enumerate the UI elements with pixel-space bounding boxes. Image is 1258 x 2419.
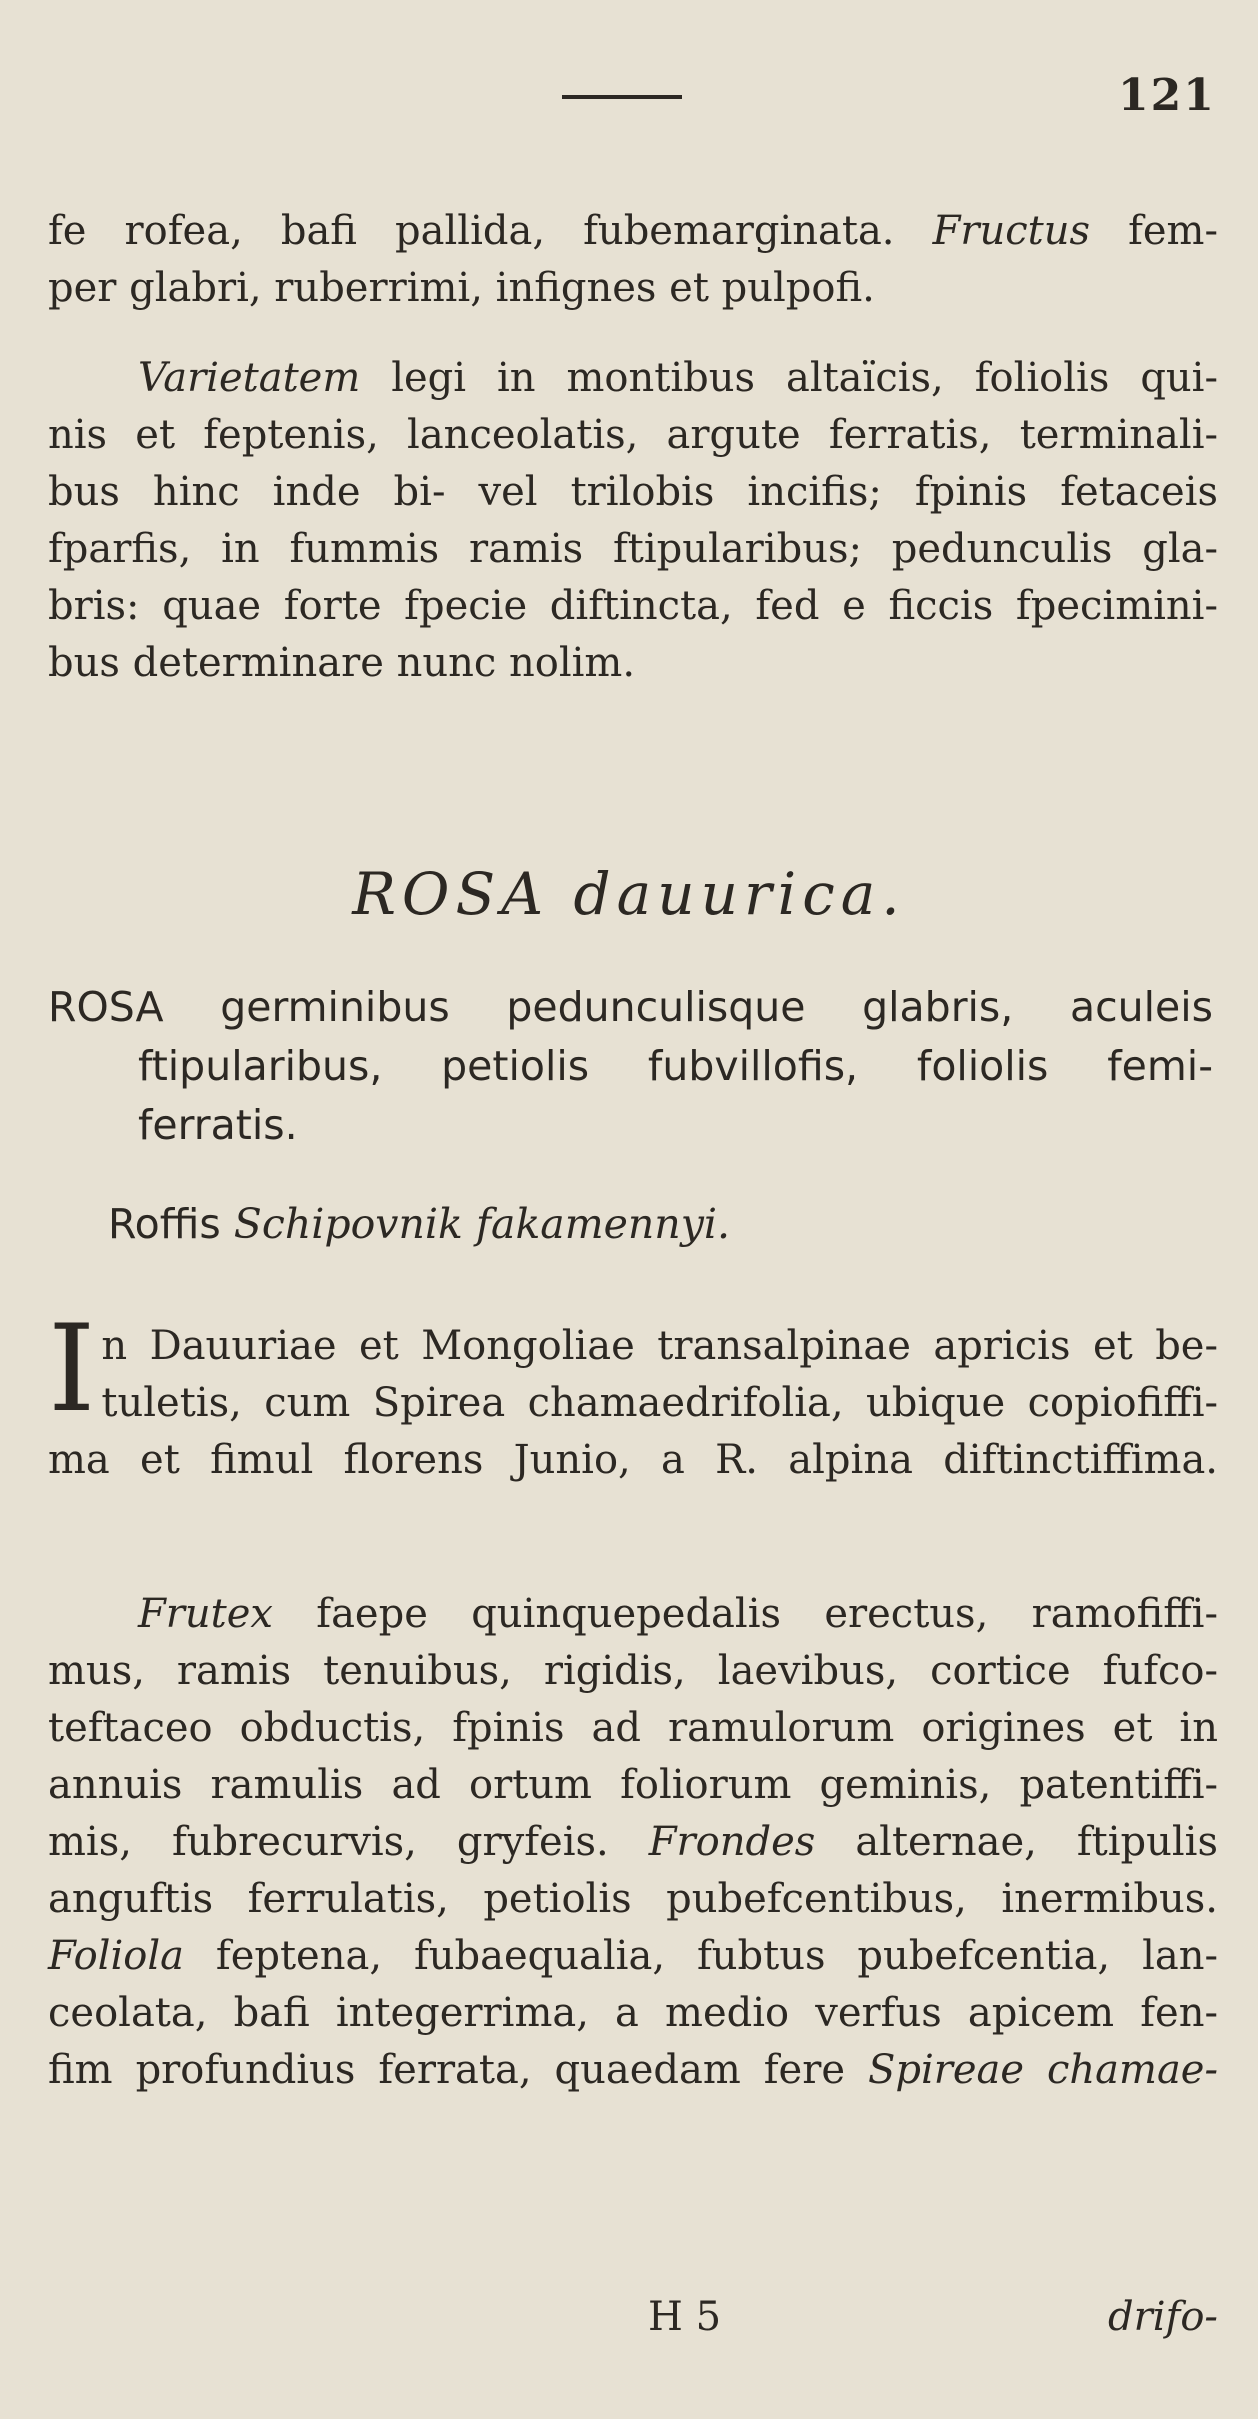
text-line: tuletis, cum Spirea chamaedrifolia, ubique copiofiffi- — [101, 1380, 1218, 1426]
text-line: ma et fimul florens Junio, a R. alpina diftinctiffima. — [48, 1437, 1218, 1483]
vernacular-name: Roffis Schipovnik fakamennyi. — [108, 1200, 731, 1248]
catchword: drifo- — [1108, 2294, 1218, 2340]
text-line: ferratis. — [138, 1101, 298, 1149]
paragraph-habitat — [48, 1300, 1218, 1489]
text-line: fe rofea, bafi pallida, fubemarginata. Fructus fem- — [48, 208, 1218, 254]
paragraph-fruit — [48, 203, 1218, 317]
signature-mark: H 5 — [648, 2294, 722, 2340]
text-line: fim profundius ferrata, quaedam fere Spireae chamae- — [48, 2047, 1218, 2093]
text-line: mis, fubrecurvis, gryfeis. Frondes alternae, ftipulis — [48, 1819, 1219, 1865]
text-line: mus, ramis tenuibus, rigidis, laevibus, cortice fufco- — [48, 1648, 1218, 1694]
page-number: 121 — [1118, 70, 1216, 121]
text-line: bris: quae forte fpecie diftincta, fed e ficcis fpecimini- — [48, 583, 1218, 629]
text-line: bus determinare nunc nolim. — [48, 640, 636, 686]
text-line: ftipularibus, petiolis fubvillofis, foliolis femi- — [138, 1042, 1213, 1090]
species-diagnosis — [48, 978, 1213, 1155]
text-line: Foliola feptena, fubaequalia, fubtus pubefcentia, lan- — [48, 1933, 1218, 1979]
species-title: ROSA dauurica. — [352, 860, 906, 928]
text-line: Varietatem legi in montibus altaïcis, foliolis qui- — [138, 355, 1218, 401]
text-line: per glabri, ruberrimi, infignes et pulpofi. — [48, 265, 875, 311]
text-line: ceolata, bafi integerrima, a medio verfus apicem fen- — [48, 1990, 1218, 2036]
text-line: bus hinc inde bi- vel trilobis incifis; fpinis fetaceis — [48, 469, 1218, 515]
text-line: teftaceo obductis, fpinis ad ramulorum origines et in — [48, 1705, 1218, 1751]
text-line: n Dauuriae et Mongoliae transalpinae apricis et be- — [101, 1323, 1218, 1369]
drop-cap: I — [48, 1300, 96, 1439]
paragraph-description — [48, 1586, 1218, 2099]
header-rule — [562, 95, 682, 99]
paragraph-variety — [48, 350, 1218, 692]
text-line: annuis ramulis ad ortum foliorum geminis, patentiffi- — [48, 1762, 1218, 1808]
text-line: Frutex faepe quinquepedalis erectus, ramofiffi- — [138, 1591, 1218, 1637]
text-line: nis et feptenis, lanceolatis, argute ferratis, terminali- — [48, 412, 1218, 458]
text-line: fparfis, in fummis ramis ftipularibus; pedunculis gla- — [48, 526, 1218, 572]
text-line: ROSA germinibus pedunculisque glabris, aculeis — [48, 983, 1213, 1031]
text-line: anguftis ferrulatis, petiolis pubefcentibus, inermibus. — [48, 1876, 1218, 1922]
